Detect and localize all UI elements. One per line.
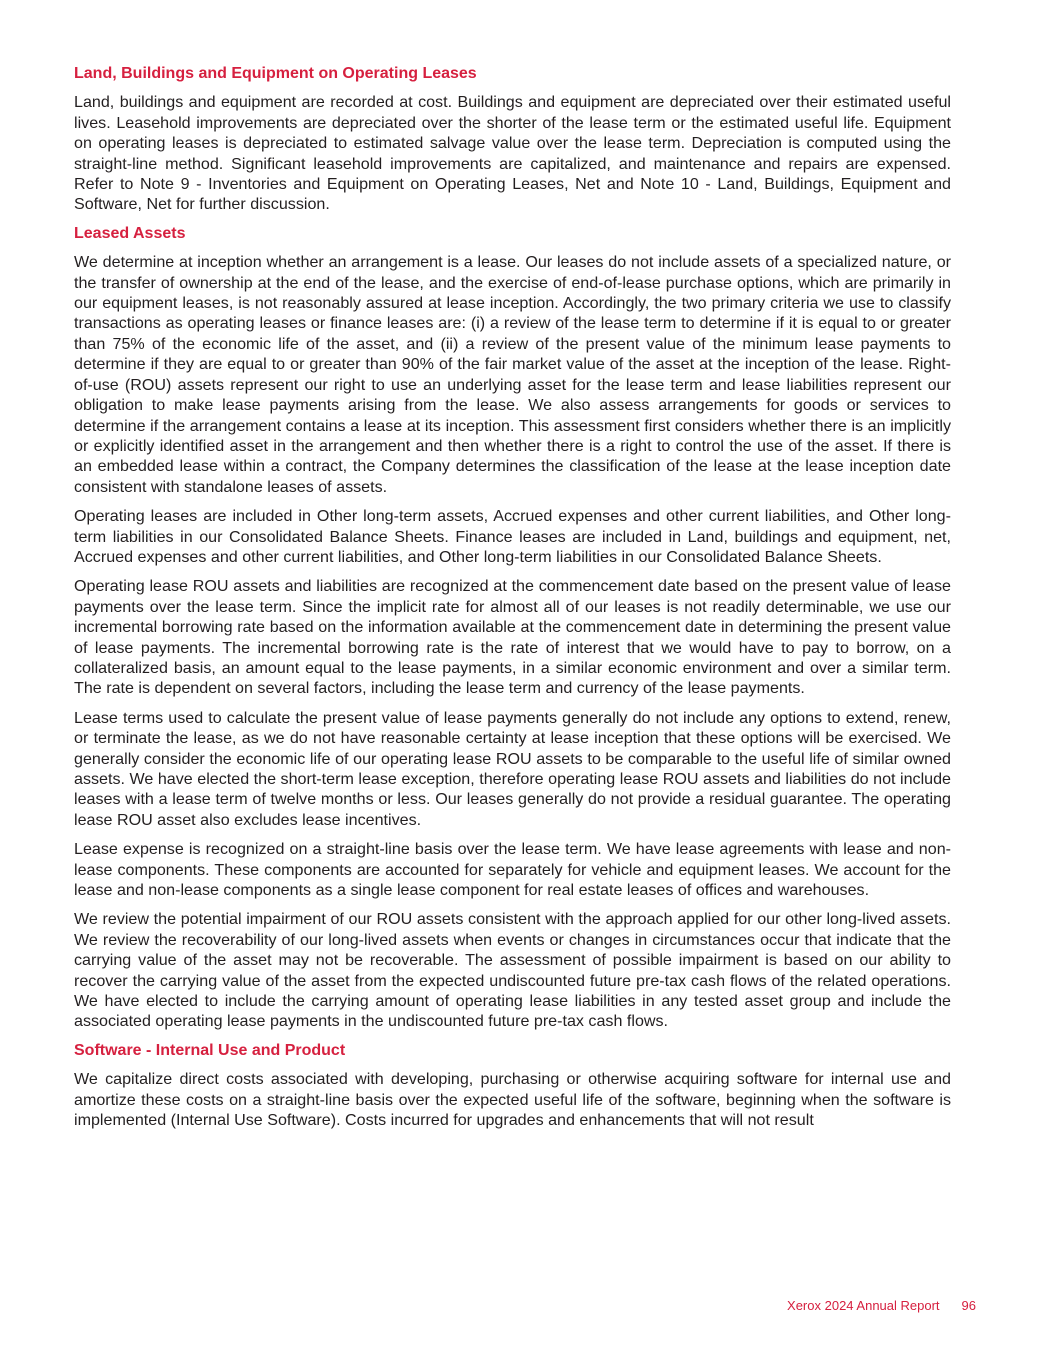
paragraph: Operating leases are included in Other long-term assets, Accrued expenses and other current liabilities, and Other long-term liabilities in our Consolidated Balance Sheets. Finance leases are included in Land, buildings and equipment, net, Accrued expenses and other current liabilities, and Other long-term liabilities in our Consolidated Balance Sheets. [74,507,951,566]
section-software [74,1041,951,1131]
section-heading: Software - Internal Use and Product [74,1041,346,1059]
report-title: Xerox 2024 Annual Report [787,1298,940,1313]
paragraph: Operating lease ROU assets and liabilities are recognized at the commencement date based on the present value of lease payments over the lease term. Since the implicit rate for almost all of our leases is not readily determinable, we use our incremental borrowing rate based on the information available at the commencement date in determining the present value of lease payments. The incremental borrowing rate is the rate of interest that we would have to pay to borrow, on a collateralized basis, an amount equal to the lease payments, in a similar economic environment and over a similar term. The rate is dependent on several factors, including the lease term and currency of the lease payments. [74,577,951,698]
paragraph: Lease expense is recognized on a straight-line basis over the lease term. We have lease agreements with lease and non-lease components. These components are accounted for separately for vehicle and equipment leases. We account for the lease and non-lease components as a single lease component for real estate leases of offices and warehouses. [74,840,951,900]
section-heading: Leased Assets [74,224,186,242]
paragraph: We review the potential impairment of our ROU assets consistent with the approach applied for our other long-lived assets. We review the recoverability of our long-lived assets when events or changes in circumstances occur that indicate that the carrying value of the asset may not be recoverable. The assessment of possible impairment is based on our ability to recover the carrying value of the asset from the expected undiscounted future pre-tax cash flows of the related operations. We have elected to include the carrying amount of operating lease liabilities in any tested asset group and include the associated operating lease payments in the undiscounted future pre-tax cash flows. [74,910,951,1031]
section-land-buildings-equipment [74,64,951,215]
paragraph: We capitalize direct costs associated with developing, purchasing or otherwise acquiring software for internal use and amortize these costs on a straight-line basis over the expected useful life of the software, beginning when the software is implemented (Internal Use Software). Costs incurred for upgrades and enhancements that will not result [74,1070,951,1130]
page-footer [787,1298,976,1313]
paragraph: Land, buildings and equipment are recorded at cost. Buildings and equipment are depreciated over their estimated useful lives. Leasehold improvements are depreciated over the shorter of the lease term or the estimated useful life. Equipment on operating leases is depreciated to estimated salvage value over the lease term. Depreciation is computed using the straight-line method. Significant leasehold improvements are capitalized, and maintenance and repairs are expensed. Refer to Note 9 - Inventories and Equipment on Operating Leases, Net and Note 10 - Land, Buildings, Equipment and Software, Net for further discussion. [74,93,951,214]
paragraph: We determine at inception whether an arrangement is a lease. Our leases do not include assets of a specialized nature, or the transfer of ownership at the end of the lease, and the exercise of end-of-lease purchase options, which are primarily in our equipment leases, is not reasonably assured at lease inception. Accordingly, the two primary criteria we use to classify transactions as operating leases or finance leases are: (i) a review of the lease term to determine if it is equal to or greater than 75% of the economic life of the asset, and (ii) a review of the present value of the minimum lease payments to determine if they are equal to or greater than 90% of the fair market value of the asset at the inception of the lease. Right-of-use (ROU) assets represent our right to use an underlying asset for the lease term and lease liabilities represent our obligation to make lease payments arising from the lease. We also assess arrangements for goods or services to determine if the arrangement contains a lease at its inception. This assessment first considers whether there is an implicitly or explicitly identified asset in the arrangement and then whether there is a right to control the use of the asset. If there is an embedded lease within a contract, the Company determines the classification of the lease at the lease inception date consistent with standalone leases of assets. [74,253,951,496]
document-page [74,64,951,1140]
section-leased-assets [74,224,951,1032]
page-number: 96 [961,1298,976,1313]
section-heading: Land, Buildings and Equipment on Operating Leases [74,65,477,82]
paragraph: Lease terms used to calculate the present value of lease payments generally do not include any options to extend, renew, or terminate the lease, as we do not have reasonable certainty at lease inception that these options will be exercised. We generally consider the economic life of our operating lease ROU assets to be comparable to the useful life of similar owned assets. We have elected the short-term lease exception, therefore operating lease ROU assets and liabilities do not include leases with a lease term of twelve months or less. Our leases generally do not provide a residual guarantee. The operating lease ROU asset also excludes lease incentives. [74,708,951,829]
